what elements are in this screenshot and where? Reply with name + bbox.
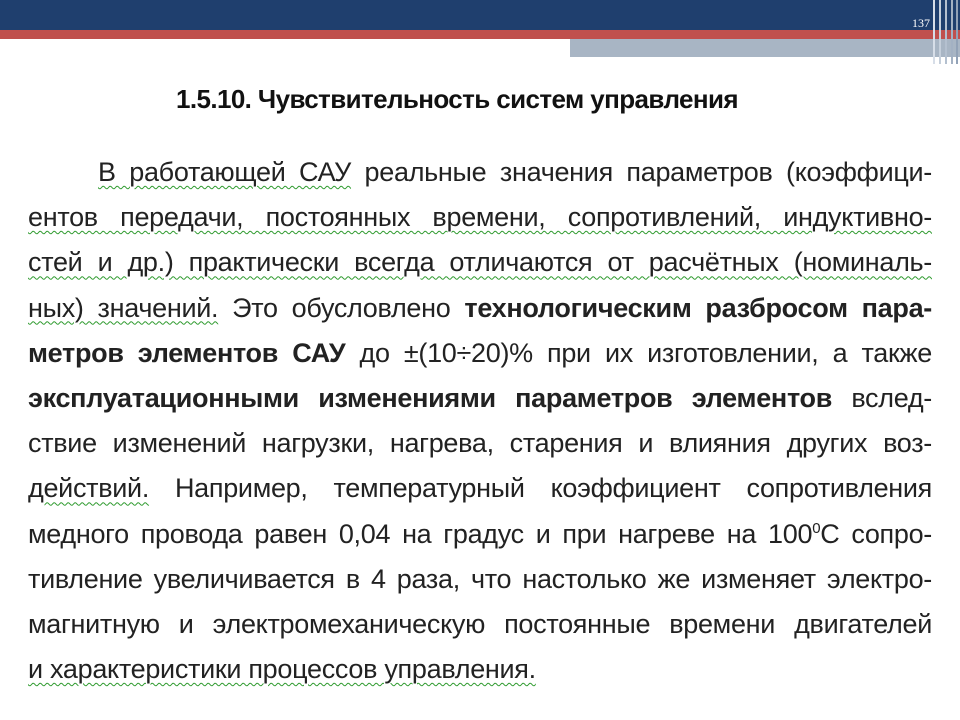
page-number: 137 [912,16,930,30]
superscript: 0 [812,519,821,537]
text-segment: ствие изменений нагрузки, нагрева, старения и влияния других воз- [28,428,932,459]
text-segment: магнитную и электромеханическую постоянные времени двигателей [28,608,932,639]
text-segment: действий. [28,473,150,504]
text-line [28,286,932,331]
decor-line [933,0,935,64]
text-line [28,376,932,421]
text-segment: В работающей САУ [98,157,352,187]
text-segment: и характеристики процессов управления. [28,654,536,685]
text-segment: ентов передачи, постоянных времени, сопротивлений, индуктивно- [28,202,932,233]
section-title: 1.5.10. Чувствительность систем управления [176,84,738,114]
text-segment: Это обусловлено [218,292,465,323]
bold-term: метров элементов САУ [28,337,346,368]
decor-line [945,0,947,64]
top-stripe-red [0,30,960,39]
decor-line [956,0,958,64]
text-segment: тивление увеличивается в 4 раза, что настолько же изменяет электро- [28,563,932,594]
text-segment: до ±(10÷20)% при их изготовлении, а также [345,337,932,368]
bold-term: технологическим разбросом пара- [464,292,932,323]
top-band [0,0,960,30]
text-segment: стей и др.) практически всегда отличаются от расчётных (номиналь- [28,247,932,278]
text-line [28,466,932,511]
text-segment: вслед- [832,382,932,413]
text-segment: С сопро- [820,518,932,549]
text-line [28,557,932,602]
text-segment: медного провода равен 0,04 на градус и при нагреве на 100 [28,518,813,549]
text-line [28,602,932,647]
text-line [28,512,932,557]
body-paragraph [28,150,932,692]
text-line [28,647,932,692]
text-line [28,421,932,466]
text-line [28,240,932,285]
decor-line [939,0,941,64]
text-segment: Например, температурный коэффициент сопротивления [149,473,932,504]
top-stripe-gray [570,39,960,57]
text-line [28,331,932,376]
text-segment: реальные значения параметров (коэффици- [351,157,932,187]
text-segment: ных) значений. [28,292,219,323]
bold-term: эксплуатационными изменениями параметров элементов [28,382,832,413]
text-line [28,150,932,195]
decor-line [951,0,953,64]
text-line [28,195,932,240]
